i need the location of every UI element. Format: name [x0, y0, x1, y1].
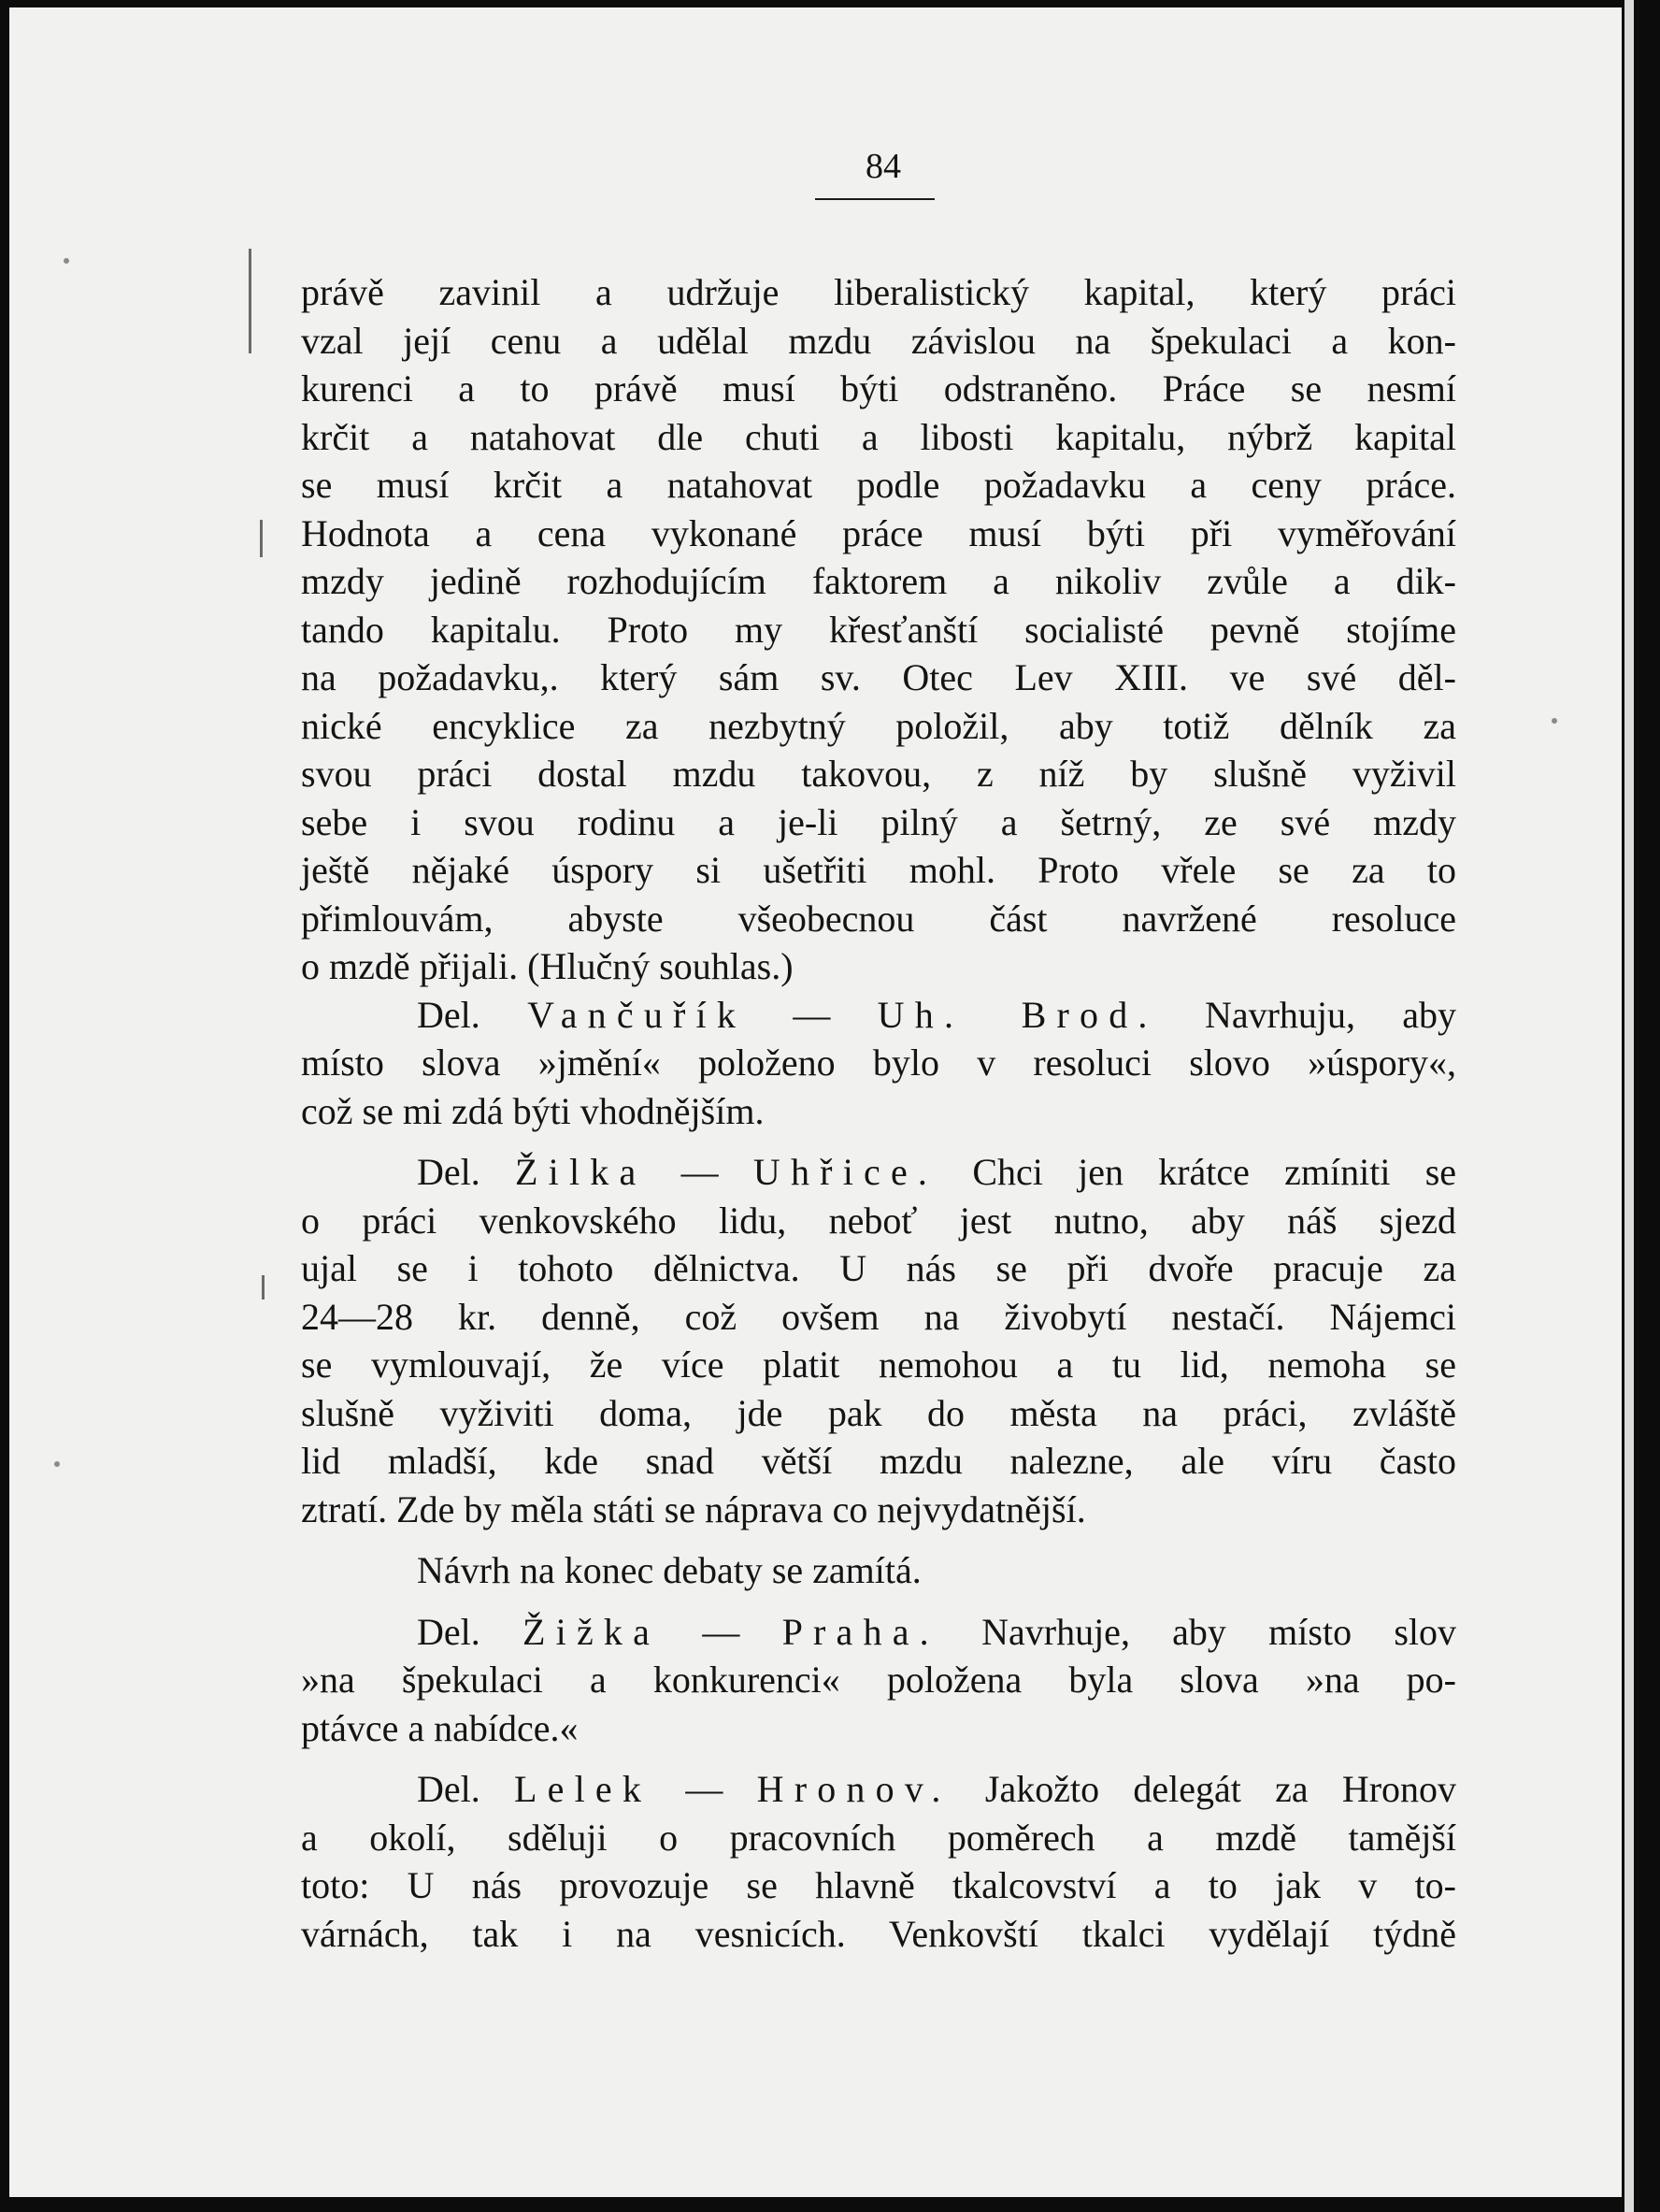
speaker-name: Žižka [522, 1610, 661, 1653]
text-line: sebe i svou rodinu a je-li pilný a šetrný, ze své mzdy [301, 800, 1456, 843]
page-number-rule [815, 198, 935, 200]
margin-scratch [262, 1275, 265, 1300]
speaker-line [301, 1765, 1456, 1814]
paragraph [301, 1765, 1456, 1958]
speaker-dash: — [685, 1768, 723, 1810]
speaker-place: Uh. Brod. [877, 993, 1158, 1036]
margin-scratch [249, 249, 251, 353]
margin-scratch [260, 520, 263, 557]
text-line: o práci venkovského lidu, neboť jest nutno, aby náš sjezd [301, 1199, 1456, 1242]
speaker-line [301, 1148, 1456, 1197]
text-line: mzdy jedině rozhodujícím faktorem a nikoliv zvůle a dik- [301, 560, 1456, 602]
speech-start: Navrhuje, aby místo slov [981, 1610, 1457, 1653]
paragraph [301, 268, 1456, 991]
speech-start: Jakožto delegát za Hronov [984, 1768, 1457, 1810]
text-line: se vymlouvají, že více platit nemohou a tu lid, nemoha se [301, 1343, 1456, 1386]
text-line: o mzdě přijali. (Hlučný souhlas.) [301, 945, 794, 987]
page-number: 84 [866, 147, 901, 186]
speech-start: Chci jen krátce zmíniti se [972, 1151, 1457, 1193]
text-line: ptávce a nabídce.« [301, 1706, 579, 1749]
text-line: přimlouvám, abyste všeobecnou část navržené resoluce [301, 897, 1456, 940]
text-line: místo slova »jmění« položeno bylo v resoluci slovo »úspory«, [301, 1041, 1456, 1084]
speaker-line [301, 1608, 1456, 1657]
speaker-name: Žilka [515, 1151, 647, 1193]
paragraph [301, 1608, 1456, 1753]
speaker-line [301, 991, 1456, 1040]
speaker-prefix: Del. [417, 1768, 480, 1810]
text-line: což se mi zdá býti vhodnějším. [301, 1089, 765, 1132]
text-line: svou práci dostal mzdu takovou, z níž by slušně vyživil [301, 753, 1456, 795]
text-line: vzal její cenu a udělal mzdu závislou na špekulaci a kon- [301, 319, 1456, 362]
body-text [301, 268, 1456, 1958]
speaker-place: Uhřice. [752, 1151, 938, 1193]
text-line: 24—28 kr. denně, což ovšem na živobytí nestačí. Nájemci [301, 1295, 1456, 1338]
speck [64, 258, 69, 264]
paragraph [301, 991, 1456, 1136]
text-line: »na špekulaci a konkurenci« položena byla slova »na po- [301, 1659, 1456, 1701]
text-line: lid mladší, kde snad větší mzdu nalezne, ale víru často [301, 1440, 1456, 1482]
text-line: ještě nějaké úspory si ušetřiti mohl. Proto vřele se za to [301, 849, 1456, 891]
speech-start: Navrhuju, aby [1204, 993, 1457, 1036]
book-page [9, 7, 1622, 2197]
speaker-dash: — [702, 1610, 740, 1653]
speaker-prefix: Del. [417, 1610, 480, 1653]
speaker-prefix: Del. [417, 1151, 480, 1193]
text-line: na požadavku,. který sám sv. Otec Lev XIII. ve své děl- [301, 656, 1456, 698]
text-line: právě zavinil a udržuje liberalistický kapital, který práci [301, 271, 1456, 313]
text-line: Hodnota a cena vykonané práce musí býti při vyměřování [301, 511, 1456, 554]
speaker-dash: — [680, 1151, 719, 1193]
paragraph [301, 1148, 1456, 1533]
speaker-dash: — [793, 993, 831, 1036]
text-line: toto: U nás provozuje se hlavně tkalcovství a to jak v to- [301, 1864, 1456, 1906]
speck [1552, 718, 1557, 724]
speck [54, 1461, 60, 1467]
text-line: slušně vyživiti doma, jde pak do města na práci, zvláště [301, 1391, 1456, 1434]
speaker-prefix: Del. [417, 993, 480, 1036]
text-line: Návrh na konec debaty se zamítá. [417, 1549, 922, 1591]
speaker-name: Vančuřík [527, 993, 747, 1036]
speaker-place: Hronov. [756, 1768, 952, 1810]
text-line: krčit a natahovat dle chuti a libosti kapitalu, nýbrž kapital [301, 415, 1456, 458]
book-spine-edge [1624, 0, 1634, 2212]
text-line: se musí krčit a natahovat podle požadavku a ceny práce. [301, 464, 1456, 506]
paragraph [301, 1546, 1456, 1595]
text-line: kurenci a to právě musí býti odstraněno. Práce se nesmí [301, 367, 1456, 409]
text-line: a okolí, sděluji o pracovních poměrech a mzdě tamější [301, 1816, 1456, 1859]
text-line: tando kapitalu. Proto my křesťanští socialisté pevně stojíme [301, 608, 1456, 651]
speaker-place: Praha. [781, 1610, 939, 1653]
text-line: nické encyklice za nezbytný položil, aby totiž dělník za [301, 704, 1456, 747]
text-line: várnách, tak i na vesnicích. Venkovští tkalci vydělají týdně [301, 1912, 1456, 1955]
text-line: ujal se i tohoto dělnictva. U nás se při dvoře pracuje za [301, 1247, 1456, 1289]
speaker-name: Lelek [514, 1768, 652, 1810]
text-line: ztratí. Zde by měla státi se náprava co nejvydatnější. [301, 1487, 1086, 1530]
